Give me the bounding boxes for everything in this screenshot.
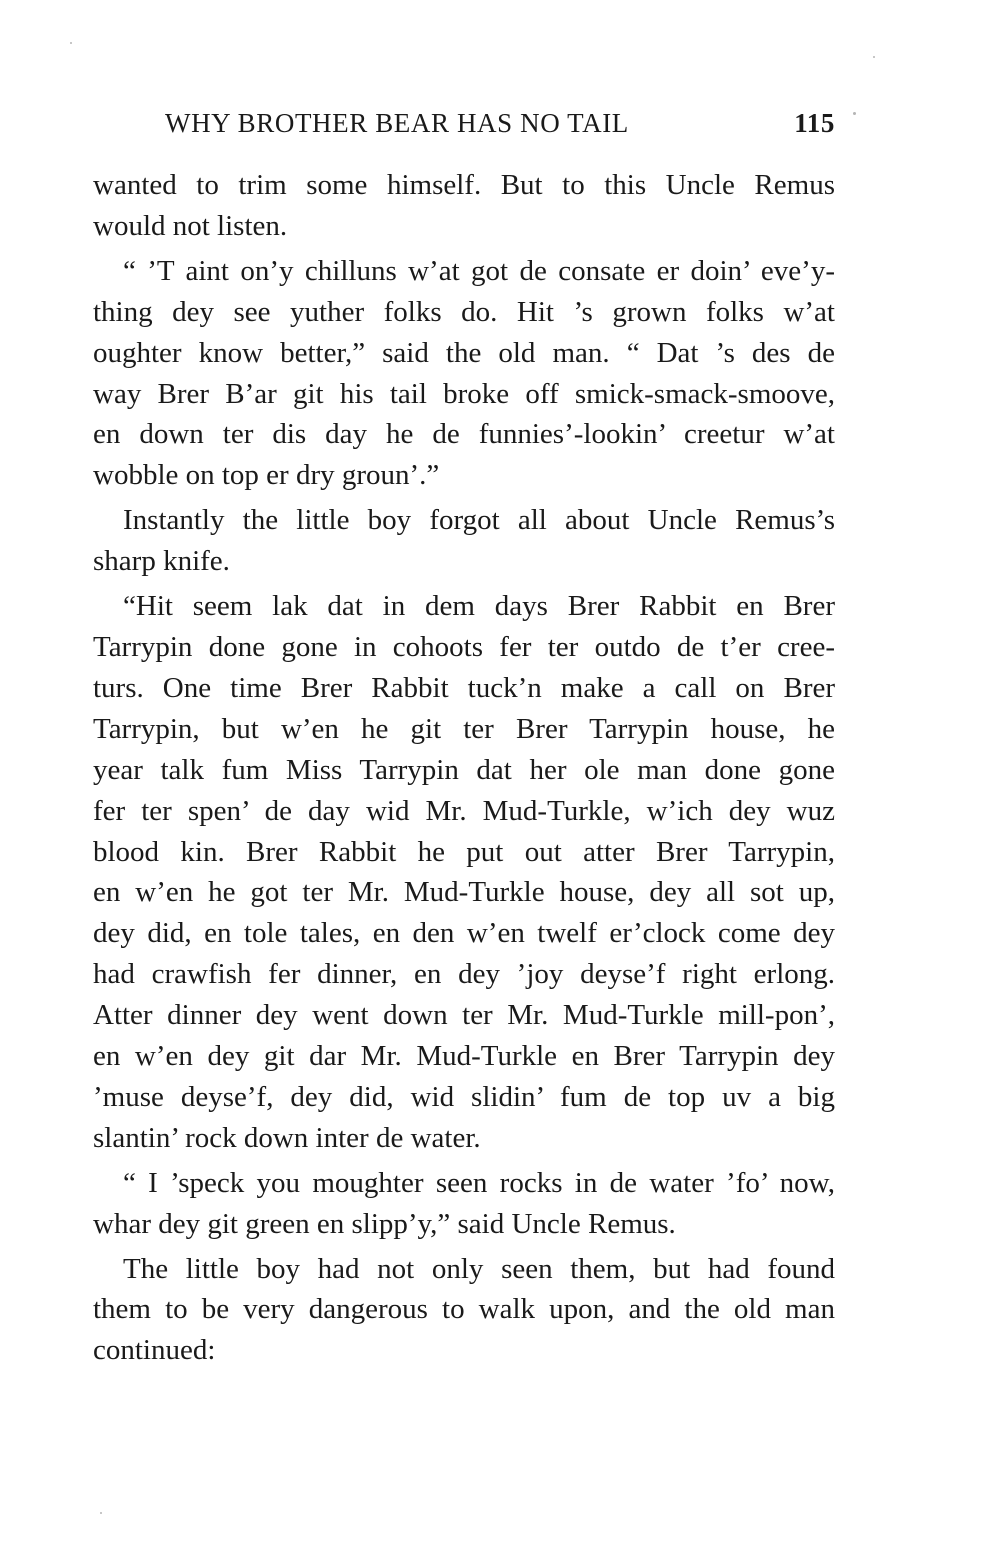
text-line: “Hit seem lak dat in dem days Brer Rabbit en Brer: [123, 590, 835, 623]
text-line: Instantly the little boy forgot all about Uncle Remus’s: [123, 504, 835, 537]
text-line: had crawfish fer dinner, en dey ’joy deyse’f right erlong.: [93, 958, 835, 991]
paper-speck: [100, 1512, 102, 1514]
text-line: dey did, en tole tales, en den w’en twelf er’clock come dey: [93, 917, 835, 950]
text-line: oughter know better,” said the old man. “ Dat ’s des de: [93, 336, 835, 369]
text-line: continued:: [93, 1334, 216, 1367]
page-number: 115: [794, 108, 835, 138]
text-line: them to be very dangerous to walk upon, and the old man: [93, 1293, 835, 1326]
paragraph-1: [93, 165, 835, 247]
body-text: [93, 165, 835, 1375]
running-head-title: WHY BROTHER BEAR HAS NO TAIL: [165, 108, 629, 138]
text-line: Tarrypin done gone in cohoots fer ter outdo de t’er cree-: [93, 630, 835, 663]
text-line: Tarrypin, but w’en he git ter Brer Tarrypin house, he: [93, 712, 835, 745]
text-line: “ I ’speck you moughter seen rocks in de water ’fo’ now,: [123, 1166, 835, 1199]
text-line: en down ter dis day he de funnies’-lookin’ creetur w’at: [93, 418, 835, 451]
text-line: thing dey see yuther folks do. Hit ’s grown folks w’at: [93, 295, 835, 328]
paper-speck: [873, 56, 875, 58]
text-line: way Brer B’ar git his tail broke off smick-smack-smoove,: [93, 377, 835, 410]
paragraph-5: [93, 1163, 835, 1245]
paragraph-6: [93, 1249, 835, 1372]
paragraph-3: [93, 500, 835, 582]
text-line: en w’en he got ter Mr. Mud-Turkle house, dey all sot up,: [93, 876, 835, 909]
running-head: [165, 103, 835, 143]
text-line: slantin’ rock down inter de water.: [93, 1121, 481, 1154]
paper-speck: [853, 112, 856, 115]
text-line: sharp knife.: [93, 545, 230, 578]
text-line: would not listen.: [93, 209, 288, 242]
text-line: Atter dinner dey went down ter Mr. Mud-Turkle mill-pon’,: [93, 999, 835, 1032]
text-line: en w’en dey git dar Mr. Mud-Turkle en Brer Tarrypin dey: [93, 1040, 835, 1073]
text-line: blood kin. Brer Rabbit he put out atter Brer Tarrypin,: [93, 835, 835, 868]
text-line: ’muse deyse’f, dey did, wid slidin’ fum de top uv a big: [93, 1080, 835, 1113]
paragraph-4: [93, 586, 835, 1159]
paragraph-2: [93, 251, 835, 496]
text-line: year talk fum Miss Tarrypin dat her ole man done gone: [93, 753, 835, 786]
text-line: “ ’T aint on’y chilluns w’at got de consate er doin’ eve’y-: [123, 254, 835, 287]
paper-speck: [70, 42, 72, 44]
text-line: fer ter spen’ de day wid Mr. Mud-Turkle, w’ich dey wuz: [93, 794, 835, 827]
text-line: wanted to trim some himself. But to this Uncle Remus: [93, 169, 835, 201]
text-line: turs. One time Brer Rabbit tuck’n make a call on Brer: [93, 671, 835, 704]
text-line: The little boy had not only seen them, but had found: [123, 1252, 835, 1285]
text-line: wobble on top er dry groun’.”: [93, 459, 440, 492]
text-line: whar dey git green en slipp’y,” said Uncle Remus.: [93, 1207, 676, 1240]
